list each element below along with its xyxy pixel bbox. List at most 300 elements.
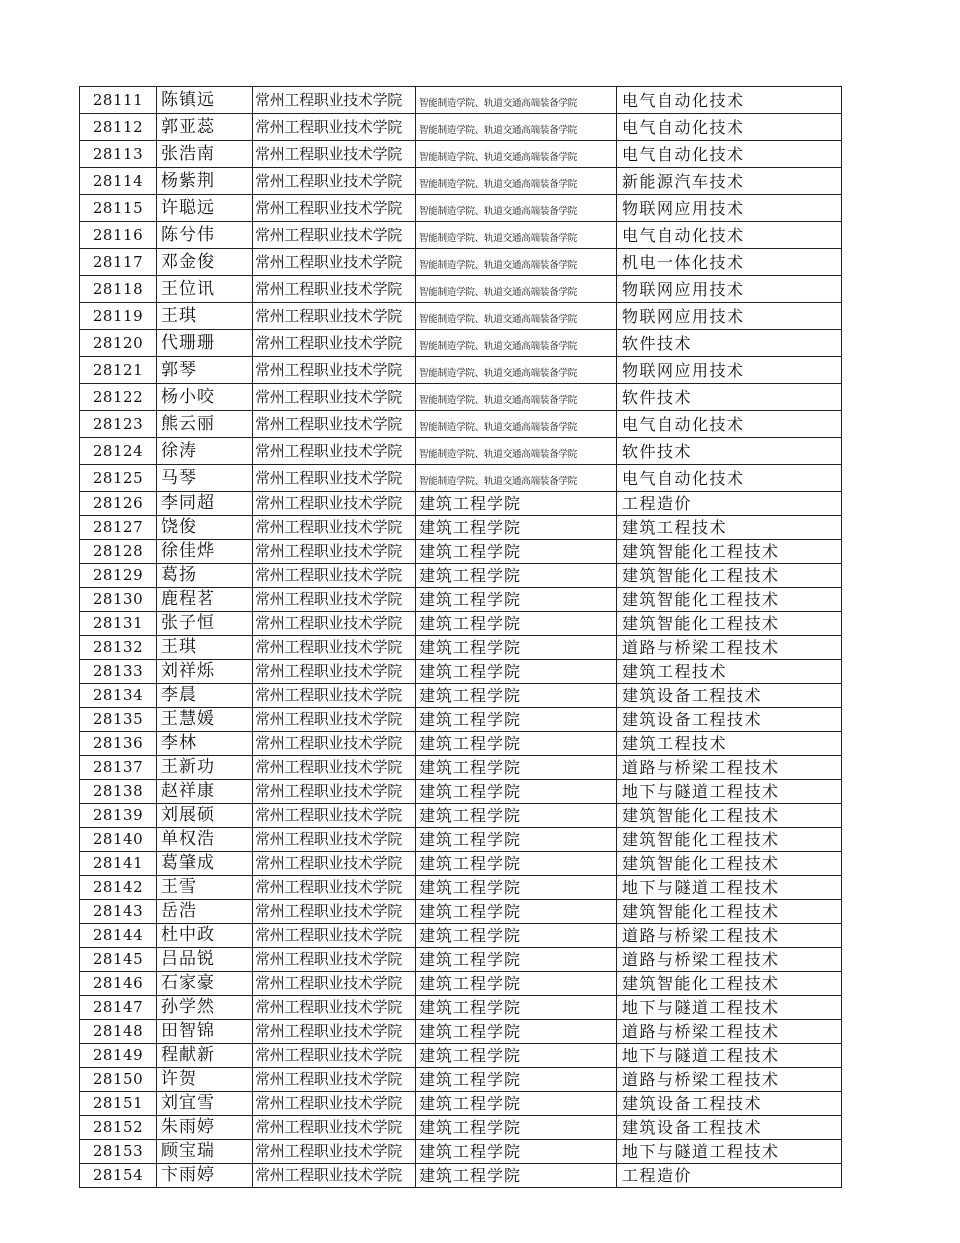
table-row (80, 384, 842, 411)
college-text: 智能制造学院、轨道交通高端装备学院 (419, 152, 578, 163)
college-text: 智能制造学院、轨道交通高端装备学院 (419, 98, 578, 109)
cell-major: 建筑智能化工程技术 (617, 852, 842, 876)
cell-name: 代珊珊 (157, 330, 253, 357)
table-row (80, 114, 842, 141)
cell-major: 物联网应用技术 (617, 195, 842, 222)
cell-college (416, 330, 617, 357)
table-row (80, 1068, 842, 1092)
table-row (80, 588, 842, 612)
cell-id: 28119 (80, 303, 157, 330)
cell-college (416, 411, 617, 438)
college-text: 建筑工程学院 (419, 614, 522, 633)
cell-major: 电气自动化技术 (617, 411, 842, 438)
cell-school: 常州工程职业技术学院 (253, 87, 416, 114)
cell-major: 新能源汽车技术 (617, 168, 842, 195)
cell-major: 物联网应用技术 (617, 303, 842, 330)
cell-name: 王慧媛 (157, 708, 253, 732)
cell-major: 机电一体化技术 (617, 249, 842, 276)
cell-name: 朱雨婷 (157, 1116, 253, 1140)
cell-college (416, 564, 617, 588)
cell-id: 28147 (80, 996, 157, 1020)
cell-school: 常州工程职业技术学院 (253, 540, 416, 564)
cell-name: 徐涛 (157, 438, 253, 465)
cell-id: 28153 (80, 1140, 157, 1164)
cell-college (416, 660, 617, 684)
cell-college (416, 924, 617, 948)
cell-college (416, 780, 617, 804)
cell-major: 道路与桥梁工程技术 (617, 756, 842, 780)
cell-name: 王琪 (157, 303, 253, 330)
table-row (80, 612, 842, 636)
college-text: 建筑工程学院 (419, 782, 522, 801)
table-row (80, 249, 842, 276)
college-text: 建筑工程学院 (419, 902, 522, 921)
cell-college (416, 996, 617, 1020)
cell-school: 常州工程职业技术学院 (253, 852, 416, 876)
cell-major: 电气自动化技术 (617, 114, 842, 141)
cell-school: 常州工程职业技术学院 (253, 756, 416, 780)
cell-id: 28143 (80, 900, 157, 924)
cell-name: 刘宜雪 (157, 1092, 253, 1116)
college-text: 智能制造学院、轨道交通高端装备学院 (419, 368, 578, 379)
cell-major: 地下与隧道工程技术 (617, 996, 842, 1020)
college-text: 建筑工程学院 (419, 590, 522, 609)
cell-college (416, 948, 617, 972)
college-text: 建筑工程学院 (419, 710, 522, 729)
table-row (80, 195, 842, 222)
college-text: 建筑工程学院 (419, 1046, 522, 1065)
college-text: 建筑工程学院 (419, 1166, 522, 1185)
college-text: 建筑工程学院 (419, 974, 522, 993)
cell-school: 常州工程职业技术学院 (253, 141, 416, 168)
table-row (80, 330, 842, 357)
cell-school: 常州工程职业技术学院 (253, 516, 416, 540)
cell-major: 建筑智能化工程技术 (617, 804, 842, 828)
cell-school: 常州工程职业技术学院 (253, 492, 416, 516)
cell-school: 常州工程职业技术学院 (253, 384, 416, 411)
table-row (80, 465, 842, 492)
table-row (80, 1044, 842, 1068)
cell-major: 电气自动化技术 (617, 222, 842, 249)
table-row (80, 732, 842, 756)
table-row (80, 708, 842, 732)
college-text: 智能制造学院、轨道交通高端装备学院 (419, 260, 578, 271)
cell-major: 地下与隧道工程技术 (617, 1044, 842, 1068)
cell-college (416, 612, 617, 636)
cell-major: 建筑工程技术 (617, 660, 842, 684)
cell-name: 刘祥烁 (157, 660, 253, 684)
cell-school: 常州工程职业技术学院 (253, 1020, 416, 1044)
table-row (80, 780, 842, 804)
cell-college (416, 684, 617, 708)
table-row (80, 141, 842, 168)
college-text: 智能制造学院、轨道交通高端装备学院 (419, 287, 578, 298)
table-row (80, 972, 842, 996)
cell-college (416, 516, 617, 540)
cell-major: 建筑设备工程技术 (617, 708, 842, 732)
cell-college (416, 276, 617, 303)
cell-college (416, 465, 617, 492)
cell-school: 常州工程职业技术学院 (253, 276, 416, 303)
table-row (80, 1020, 842, 1044)
cell-college (416, 141, 617, 168)
cell-college (416, 900, 617, 924)
college-text: 建筑工程学院 (419, 1070, 522, 1089)
cell-id: 28140 (80, 828, 157, 852)
table-row (80, 357, 842, 384)
cell-school: 常州工程职业技术学院 (253, 660, 416, 684)
cell-name: 李林 (157, 732, 253, 756)
cell-name: 葛肇成 (157, 852, 253, 876)
cell-school: 常州工程职业技术学院 (253, 804, 416, 828)
cell-major: 建筑智能化工程技术 (617, 588, 842, 612)
college-text: 建筑工程学院 (419, 542, 522, 561)
cell-name: 岳浩 (157, 900, 253, 924)
table-row (80, 492, 842, 516)
cell-name: 刘展硕 (157, 804, 253, 828)
table-row (80, 828, 842, 852)
cell-id: 28128 (80, 540, 157, 564)
table-row (80, 168, 842, 195)
cell-name: 孙学然 (157, 996, 253, 1020)
cell-college (416, 1140, 617, 1164)
table-row (80, 303, 842, 330)
cell-name: 张子恒 (157, 612, 253, 636)
table-row (80, 87, 842, 114)
table-row (80, 852, 842, 876)
cell-id: 28112 (80, 114, 157, 141)
cell-school: 常州工程职业技术学院 (253, 876, 416, 900)
cell-id: 28144 (80, 924, 157, 948)
cell-name: 陈兮伟 (157, 222, 253, 249)
cell-major: 道路与桥梁工程技术 (617, 1020, 842, 1044)
table-row (80, 1140, 842, 1164)
cell-id: 28146 (80, 972, 157, 996)
cell-major: 道路与桥梁工程技术 (617, 924, 842, 948)
cell-school: 常州工程职业技术学院 (253, 828, 416, 852)
cell-major: 建筑智能化工程技术 (617, 612, 842, 636)
cell-name: 郭亚蕊 (157, 114, 253, 141)
college-text: 建筑工程学院 (419, 998, 522, 1017)
cell-name: 单权浩 (157, 828, 253, 852)
college-text: 建筑工程学院 (419, 926, 522, 945)
table-row (80, 276, 842, 303)
cell-name: 卞雨婷 (157, 1164, 253, 1188)
cell-school: 常州工程职业技术学院 (253, 996, 416, 1020)
table-row (80, 1164, 842, 1188)
cell-college (416, 540, 617, 564)
cell-major: 建筑工程技术 (617, 516, 842, 540)
cell-name: 赵祥康 (157, 780, 253, 804)
cell-name: 陈镇远 (157, 87, 253, 114)
college-text: 建筑工程学院 (419, 518, 522, 537)
cell-name: 邓金俊 (157, 249, 253, 276)
cell-school: 常州工程职业技术学院 (253, 636, 416, 660)
cell-college (416, 438, 617, 465)
cell-college (416, 114, 617, 141)
table-row (80, 684, 842, 708)
cell-major: 电气自动化技术 (617, 465, 842, 492)
cell-id: 28115 (80, 195, 157, 222)
cell-major: 建筑智能化工程技术 (617, 900, 842, 924)
cell-college (416, 1020, 617, 1044)
cell-id: 28132 (80, 636, 157, 660)
college-text: 建筑工程学院 (419, 878, 522, 897)
college-text: 建筑工程学院 (419, 566, 522, 585)
cell-id: 28124 (80, 438, 157, 465)
cell-school: 常州工程职业技术学院 (253, 1068, 416, 1092)
cell-school: 常州工程职业技术学院 (253, 780, 416, 804)
cell-name: 许贺 (157, 1068, 253, 1092)
college-text: 智能制造学院、轨道交通高端装备学院 (419, 314, 578, 325)
cell-id: 28134 (80, 684, 157, 708)
cell-name: 许聪远 (157, 195, 253, 222)
table-row (80, 222, 842, 249)
cell-name: 吕品锐 (157, 948, 253, 972)
cell-major: 软件技术 (617, 438, 842, 465)
cell-major: 建筑智能化工程技术 (617, 828, 842, 852)
cell-id: 28114 (80, 168, 157, 195)
college-text: 智能制造学院、轨道交通高端装备学院 (419, 341, 578, 352)
cell-name: 马琴 (157, 465, 253, 492)
cell-school: 常州工程职业技术学院 (253, 465, 416, 492)
table-row (80, 516, 842, 540)
cell-name: 田智锦 (157, 1020, 253, 1044)
cell-name: 李晨 (157, 684, 253, 708)
roster-table-body (80, 87, 842, 1188)
cell-college (416, 852, 617, 876)
cell-college (416, 828, 617, 852)
college-text: 智能制造学院、轨道交通高端装备学院 (419, 233, 578, 244)
cell-school: 常州工程职业技术学院 (253, 1116, 416, 1140)
cell-college (416, 1092, 617, 1116)
cell-major: 建筑设备工程技术 (617, 684, 842, 708)
college-text: 智能制造学院、轨道交通高端装备学院 (419, 422, 578, 433)
cell-school: 常州工程职业技术学院 (253, 948, 416, 972)
cell-name: 徐佳烨 (157, 540, 253, 564)
cell-name: 顾宝瑞 (157, 1140, 253, 1164)
table-row (80, 564, 842, 588)
cell-college (416, 384, 617, 411)
cell-id: 28135 (80, 708, 157, 732)
cell-school: 常州工程职业技术学院 (253, 732, 416, 756)
cell-major: 地下与隧道工程技术 (617, 876, 842, 900)
cell-major: 道路与桥梁工程技术 (617, 636, 842, 660)
cell-name: 郭琴 (157, 357, 253, 384)
cell-id: 28120 (80, 330, 157, 357)
college-text: 智能制造学院、轨道交通高端装备学院 (419, 476, 578, 487)
cell-college (416, 1164, 617, 1188)
college-text: 建筑工程学院 (419, 662, 522, 681)
cell-id: 28116 (80, 222, 157, 249)
cell-major: 软件技术 (617, 384, 842, 411)
cell-id: 28133 (80, 660, 157, 684)
cell-college (416, 876, 617, 900)
cell-school: 常州工程职业技术学院 (253, 612, 416, 636)
cell-major: 建筑设备工程技术 (617, 1116, 842, 1140)
cell-major: 物联网应用技术 (617, 276, 842, 303)
cell-major: 建筑设备工程技术 (617, 1092, 842, 1116)
cell-id: 28149 (80, 1044, 157, 1068)
college-text: 建筑工程学院 (419, 854, 522, 873)
cell-college (416, 732, 617, 756)
table-row (80, 411, 842, 438)
cell-school: 常州工程职业技术学院 (253, 924, 416, 948)
college-text: 建筑工程学院 (419, 638, 522, 657)
cell-major: 软件技术 (617, 330, 842, 357)
cell-id: 28117 (80, 249, 157, 276)
cell-name: 石家豪 (157, 972, 253, 996)
cell-id: 28123 (80, 411, 157, 438)
cell-college (416, 87, 617, 114)
cell-school: 常州工程职业技术学院 (253, 684, 416, 708)
cell-college (416, 972, 617, 996)
table-row (80, 900, 842, 924)
cell-school: 常州工程职业技术学院 (253, 1164, 416, 1188)
college-text: 建筑工程学院 (419, 1118, 522, 1137)
cell-id: 28151 (80, 1092, 157, 1116)
cell-school: 常州工程职业技术学院 (253, 1140, 416, 1164)
college-text: 建筑工程学院 (419, 1022, 522, 1041)
cell-school: 常州工程职业技术学院 (253, 1044, 416, 1068)
cell-id: 28111 (80, 87, 157, 114)
table-row (80, 876, 842, 900)
cell-id: 28138 (80, 780, 157, 804)
college-text: 建筑工程学院 (419, 1142, 522, 1161)
cell-id: 28122 (80, 384, 157, 411)
cell-id: 28142 (80, 876, 157, 900)
cell-name: 熊云丽 (157, 411, 253, 438)
cell-college (416, 1068, 617, 1092)
roster-table (79, 86, 842, 1188)
cell-school: 常州工程职业技术学院 (253, 972, 416, 996)
cell-major: 物联网应用技术 (617, 357, 842, 384)
cell-college (416, 195, 617, 222)
cell-id: 28126 (80, 492, 157, 516)
cell-major: 地下与隧道工程技术 (617, 1140, 842, 1164)
college-text: 智能制造学院、轨道交通高端装备学院 (419, 449, 578, 460)
cell-name: 葛扬 (157, 564, 253, 588)
cell-school: 常州工程职业技术学院 (253, 708, 416, 732)
college-text: 建筑工程学院 (419, 494, 522, 513)
college-text: 建筑工程学院 (419, 686, 522, 705)
cell-school: 常州工程职业技术学院 (253, 222, 416, 249)
table-row (80, 756, 842, 780)
cell-id: 28113 (80, 141, 157, 168)
cell-school: 常州工程职业技术学院 (253, 114, 416, 141)
cell-id: 28150 (80, 1068, 157, 1092)
cell-name: 王新功 (157, 756, 253, 780)
cell-college (416, 588, 617, 612)
college-text: 智能制造学院、轨道交通高端装备学院 (419, 125, 578, 136)
cell-id: 28118 (80, 276, 157, 303)
table-row (80, 804, 842, 828)
cell-name: 王雪 (157, 876, 253, 900)
cell-college (416, 1044, 617, 1068)
table-row (80, 924, 842, 948)
cell-id: 28145 (80, 948, 157, 972)
cell-college (416, 249, 617, 276)
college-text: 智能制造学院、轨道交通高端装备学院 (419, 179, 578, 190)
cell-id: 28141 (80, 852, 157, 876)
college-text: 智能制造学院、轨道交通高端装备学院 (419, 206, 578, 217)
cell-school: 常州工程职业技术学院 (253, 330, 416, 357)
cell-name: 杜中政 (157, 924, 253, 948)
cell-school: 常州工程职业技术学院 (253, 195, 416, 222)
cell-college (416, 303, 617, 330)
cell-name: 杨紫荆 (157, 168, 253, 195)
cell-name: 鹿程茗 (157, 588, 253, 612)
table-row (80, 660, 842, 684)
cell-major: 建筑工程技术 (617, 732, 842, 756)
cell-major: 建筑智能化工程技术 (617, 972, 842, 996)
cell-major: 建筑智能化工程技术 (617, 564, 842, 588)
cell-name: 张浩南 (157, 141, 253, 168)
cell-school: 常州工程职业技术学院 (253, 411, 416, 438)
cell-major: 工程造价 (617, 492, 842, 516)
cell-name: 程献新 (157, 1044, 253, 1068)
cell-id: 28131 (80, 612, 157, 636)
cell-id: 28154 (80, 1164, 157, 1188)
cell-major: 地下与隧道工程技术 (617, 780, 842, 804)
cell-id: 28137 (80, 756, 157, 780)
cell-major: 道路与桥梁工程技术 (617, 1068, 842, 1092)
cell-college (416, 1116, 617, 1140)
college-text: 建筑工程学院 (419, 1094, 522, 1113)
cell-school: 常州工程职业技术学院 (253, 900, 416, 924)
cell-name: 饶俊 (157, 516, 253, 540)
cell-college (416, 168, 617, 195)
cell-id: 28129 (80, 564, 157, 588)
table-row (80, 996, 842, 1020)
cell-id: 28130 (80, 588, 157, 612)
cell-major: 电气自动化技术 (617, 141, 842, 168)
cell-major: 建筑智能化工程技术 (617, 540, 842, 564)
college-text: 建筑工程学院 (419, 734, 522, 753)
cell-id: 28152 (80, 1116, 157, 1140)
cell-school: 常州工程职业技术学院 (253, 588, 416, 612)
cell-school: 常州工程职业技术学院 (253, 357, 416, 384)
college-text: 建筑工程学院 (419, 950, 522, 969)
cell-school: 常州工程职业技术学院 (253, 249, 416, 276)
table-row (80, 540, 842, 564)
table-row (80, 948, 842, 972)
cell-school: 常州工程职业技术学院 (253, 168, 416, 195)
cell-college (416, 708, 617, 732)
cell-college (416, 357, 617, 384)
cell-school: 常州工程职业技术学院 (253, 438, 416, 465)
cell-college (416, 756, 617, 780)
table-row (80, 1092, 842, 1116)
cell-college (416, 222, 617, 249)
cell-major: 工程造价 (617, 1164, 842, 1188)
cell-id: 28121 (80, 357, 157, 384)
cell-name: 王琪 (157, 636, 253, 660)
cell-school: 常州工程职业技术学院 (253, 1092, 416, 1116)
cell-id: 28148 (80, 1020, 157, 1044)
cell-id: 28136 (80, 732, 157, 756)
cell-id: 28139 (80, 804, 157, 828)
cell-major: 电气自动化技术 (617, 87, 842, 114)
college-text: 建筑工程学院 (419, 806, 522, 825)
table-row (80, 1116, 842, 1140)
cell-college (416, 492, 617, 516)
cell-name: 杨小咬 (157, 384, 253, 411)
cell-major: 道路与桥梁工程技术 (617, 948, 842, 972)
cell-college (416, 804, 617, 828)
cell-name: 李同超 (157, 492, 253, 516)
table-row (80, 438, 842, 465)
